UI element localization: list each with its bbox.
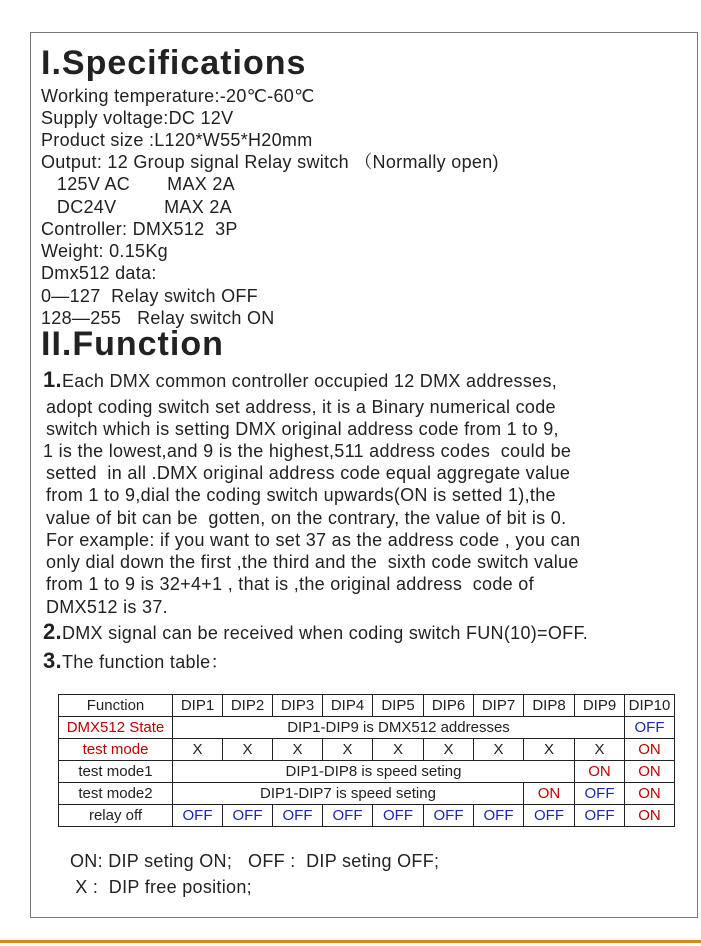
header-cell: DIP8	[524, 695, 575, 717]
bottom-accent-line	[0, 940, 701, 943]
spec-line: 128—255 Relay switch ON	[41, 308, 275, 328]
header-cell: DIP7	[474, 695, 524, 717]
function-item-2	[43, 621, 588, 644]
dip10-cell: ON	[625, 783, 675, 805]
row-label-test-mode2: test mode2	[59, 783, 173, 805]
header-cell: DIP10	[625, 695, 675, 717]
table-cell: X	[373, 739, 424, 761]
legend-line: ON: DIP seting ON; OFF : DIP seting OFF;	[70, 851, 440, 871]
table-row	[59, 761, 675, 783]
table-cell: OFF	[223, 805, 273, 827]
function-text: For example: if you want to set 37 as the address code , you can	[46, 530, 581, 550]
function-item-1	[43, 369, 557, 392]
spec-line: DC24V MAX 2A	[41, 197, 232, 217]
table-cell: OFF	[373, 805, 424, 827]
function-text: DMX512 is 37.	[46, 597, 168, 617]
legend-line: X : DIP free position;	[70, 877, 252, 897]
spec-line: 0—127 Relay switch OFF	[41, 286, 258, 306]
dip9-cell: ON	[575, 761, 625, 783]
span-cell: DIP1-DIP7 is speed seting	[173, 783, 524, 805]
dip10-cell: ON	[625, 739, 675, 761]
header-cell: DIP3	[273, 695, 323, 717]
header-cell: DIP2	[223, 695, 273, 717]
table-row	[59, 805, 675, 827]
table-cell: OFF	[524, 805, 575, 827]
function-text: value of bit can be gotten, on the contrary, the value of bit is 0.	[46, 508, 567, 528]
table-row	[59, 739, 675, 761]
table-cell: X	[524, 739, 575, 761]
spec-line: 125V AC MAX 2A	[41, 174, 235, 194]
spec-line: Supply voltage:DC 12V	[41, 108, 234, 128]
table-cell: OFF	[273, 805, 323, 827]
span-cell: DIP1-DIP8 is speed seting	[173, 761, 575, 783]
spec-line: Weight: 0.15Kg	[41, 241, 168, 261]
row-label-test-mode1: test mode1	[59, 761, 173, 783]
function-text: The function table：	[61, 652, 229, 672]
table-cell: X	[474, 739, 524, 761]
row-label-dmx512-state: DMX512 State	[59, 717, 173, 739]
spec-line: Product size :L120*W55*H20mm	[41, 130, 313, 150]
table-cell: OFF	[575, 805, 625, 827]
function-text: Each DMX common controller occupied 12 DMX addresses,	[61, 371, 558, 391]
header-cell: Function	[59, 695, 173, 717]
row-label-test-mode: test mode	[59, 739, 173, 761]
function-text: from 1 to 9 is 32+4+1 , that is ,the original address code of	[46, 574, 534, 594]
table-cell: X	[323, 739, 373, 761]
function-table	[58, 694, 675, 827]
header-cell: DIP1	[173, 695, 223, 717]
header-cell: DIP9	[575, 695, 625, 717]
table-cell: X	[273, 739, 323, 761]
table-cell: X	[575, 739, 625, 761]
function-text: from 1 to 9,dial the coding switch upwards(ON is setted 1),the	[46, 485, 556, 505]
spec-line: Output: 12 Group signal Relay switch （Normally open)	[41, 152, 499, 172]
function-text: 1 is the lowest,and 9 is the highest,511 address codes could be	[43, 441, 572, 461]
specifications-heading: I.Specifications	[41, 44, 307, 82]
function-text: adopt coding switch set address, it is a Binary numerical code	[46, 397, 556, 417]
dip8-cell: ON	[524, 783, 575, 805]
function-text: DMX signal can be received when coding switch FUN(10)=OFF.	[61, 623, 589, 643]
header-cell: DIP4	[323, 695, 373, 717]
spec-line: Working temperature:-20℃-60℃	[41, 86, 315, 106]
item-number: 2.	[43, 619, 62, 644]
dip10-cell: OFF	[625, 717, 675, 739]
item-number: 1.	[43, 367, 62, 392]
spec-line: Dmx512 data:	[41, 263, 157, 283]
function-text: only dial down the first ,the third and the sixth code switch value	[46, 552, 579, 572]
table-cell: X	[424, 739, 474, 761]
header-cell: DIP6	[424, 695, 474, 717]
table-cell: OFF	[474, 805, 524, 827]
table-row	[59, 783, 675, 805]
dip10-cell: ON	[625, 805, 675, 827]
function-item-3	[43, 650, 229, 673]
table-cell: OFF	[424, 805, 474, 827]
header-cell: DIP5	[373, 695, 424, 717]
table-cell: X	[223, 739, 273, 761]
function-text: setted in all .DMX original address code equal aggregate value	[46, 463, 571, 483]
function-heading: II.Function	[41, 325, 224, 363]
table-row	[59, 717, 675, 739]
dip9-cell: OFF	[575, 783, 625, 805]
spec-line: Controller: DMX512 3P	[41, 219, 238, 239]
function-text: switch which is setting DMX original address code from 1 to 9,	[46, 419, 559, 439]
table-cell: OFF	[173, 805, 223, 827]
item-number: 3.	[43, 648, 62, 673]
span-cell: DIP1-DIP9 is DMX512 addresses	[173, 717, 625, 739]
table-cell: OFF	[323, 805, 373, 827]
table-header-row	[59, 695, 675, 717]
table-cell: X	[173, 739, 223, 761]
row-label-relay-off: relay off	[59, 805, 173, 827]
dip10-cell: ON	[625, 761, 675, 783]
